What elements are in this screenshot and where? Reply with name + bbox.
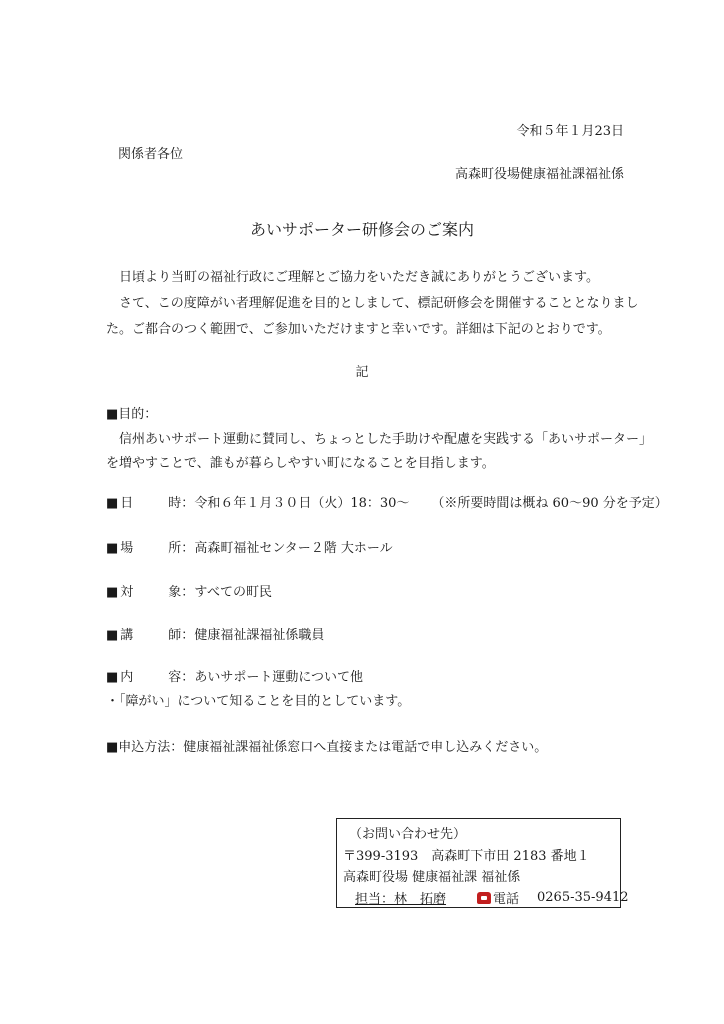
detail-place-value: 高森町福祉センター２階 大ホール bbox=[194, 541, 393, 556]
purpose-text-1: 信州あいサポート運動に賛同し、ちょっとした手助けや配慮を実践する「あいサポーター」 bbox=[119, 432, 653, 447]
bullet-square: ■ bbox=[106, 585, 119, 600]
purpose-line-1 bbox=[106, 432, 652, 448]
detail-content bbox=[106, 670, 363, 686]
label-char-1: 内 bbox=[120, 670, 134, 685]
detail-place bbox=[106, 541, 393, 557]
bullet-square: ■ bbox=[106, 541, 119, 556]
detail-place-label bbox=[106, 541, 194, 557]
intro-line-2 bbox=[106, 296, 639, 312]
purpose-heading: ■目的： bbox=[106, 407, 158, 422]
detail-date-note: （※所要時間は概ね 60～90 分を予定） bbox=[431, 496, 668, 511]
label-char-2: 師： bbox=[168, 628, 195, 643]
recipient: 関係者各位 bbox=[118, 147, 184, 162]
label-char-1: 講 bbox=[120, 628, 134, 643]
label-char-2: 象： bbox=[168, 585, 195, 600]
contact-telephone bbox=[477, 888, 629, 907]
telephone-number: 0265-35-9412 bbox=[537, 890, 629, 905]
intro-line-3: た。ご都合のつく範囲で、ご参加いただけますと幸いです。詳細は下記のとおりです。 bbox=[106, 322, 611, 337]
detail-content-label bbox=[106, 670, 194, 686]
detail-target bbox=[106, 585, 272, 601]
document-date: 令和５年１月23日 bbox=[516, 124, 624, 139]
detail-date-label bbox=[106, 496, 194, 512]
contact-address: 〒399-3193 高森町下市田 2183 番地１ bbox=[343, 849, 590, 864]
detail-target-value: すべての町民 bbox=[194, 585, 273, 600]
detail-target-label bbox=[106, 585, 194, 601]
detail-apply-label: ■申込方法： bbox=[106, 740, 184, 755]
contact-box bbox=[336, 818, 629, 908]
detail-lecturer-label bbox=[106, 628, 194, 644]
ki-heading: 記 bbox=[355, 365, 369, 380]
bullet-square: ■ bbox=[106, 670, 119, 685]
detail-lecturer-value: 健康福祉課福祉係職員 bbox=[194, 628, 325, 643]
detail-content-note: ・「障がい」について知ることを目的としています。 bbox=[106, 694, 411, 709]
detail-apply bbox=[106, 740, 547, 756]
label-char-2: 時： bbox=[168, 496, 195, 511]
contact-staff: 担当：林 拓磨 bbox=[355, 892, 447, 907]
contact-office: 高森町役場 健康福祉課 福祉係 bbox=[343, 870, 521, 885]
label-char-2: 所： bbox=[168, 541, 195, 556]
detail-apply-value: 健康福祉課福祉係窓口へ直接または電話で申し込みください。 bbox=[183, 740, 548, 755]
intro-text-2: さて、この度障がい者理解促進を目的としまして、標記研修会を開催することとなりまし bbox=[119, 296, 639, 311]
document-title: あいサポーター研修会のご案内 bbox=[249, 220, 474, 239]
label-char-1: 対 bbox=[120, 585, 134, 600]
intro-text-1: 日頃より当町の福祉行政にご理解とご協力をいただき誠にありがとうございます。 bbox=[119, 270, 599, 285]
purpose-line-2: を増やすことで、誰もが暮らしやすい町になることを目指します。 bbox=[106, 456, 495, 471]
detail-lecturer bbox=[106, 628, 324, 644]
telephone-label: 電話 bbox=[493, 892, 520, 907]
bullet-square: ■ bbox=[106, 496, 119, 511]
detail-date bbox=[106, 496, 668, 512]
intro-line-1 bbox=[106, 270, 599, 286]
telephone-icon bbox=[477, 892, 491, 904]
label-char-1: 場 bbox=[120, 541, 134, 556]
label-char-1: 日 bbox=[120, 496, 134, 511]
bullet-square: ■ bbox=[106, 628, 119, 643]
detail-content-value: あいサポート運動について他 bbox=[194, 670, 364, 685]
contact-heading: （お問い合わせ先） bbox=[349, 827, 467, 842]
label-char-2: 容： bbox=[168, 670, 195, 685]
detail-date-value: 令和６年１月３０日（火）18：30～ bbox=[194, 496, 410, 511]
sender: 高森町役場健康福祉課福祉係 bbox=[454, 167, 624, 182]
